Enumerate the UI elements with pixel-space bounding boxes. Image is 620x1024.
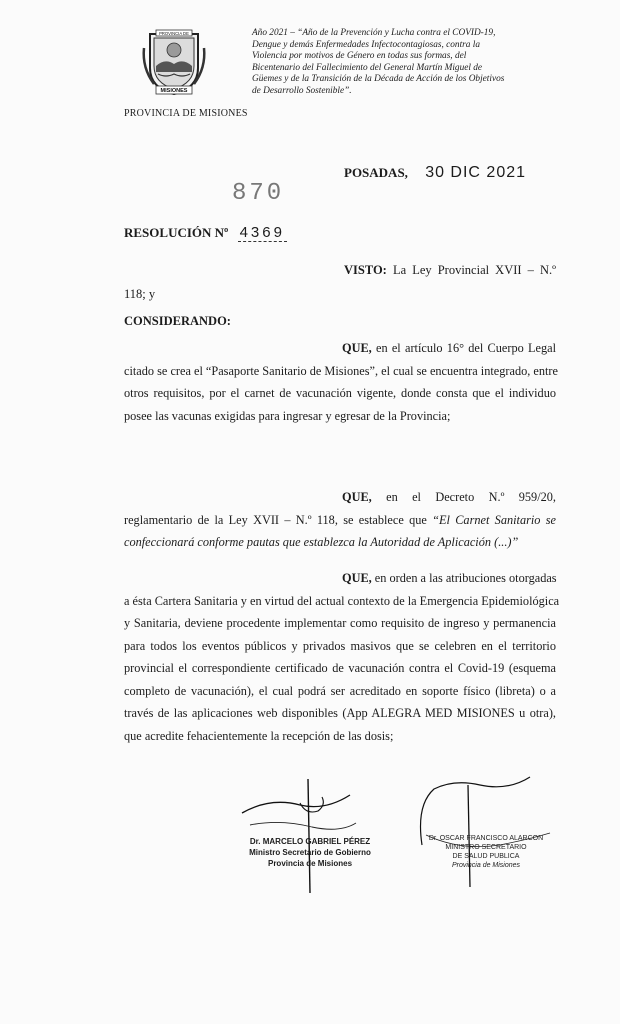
motto-line: de Desarrollo Sostenible”. bbox=[252, 85, 352, 96]
signer-role: MINISTRO SECRETARIO bbox=[445, 844, 527, 851]
date-place: POSADAS, bbox=[344, 165, 408, 180]
year-motto bbox=[252, 28, 552, 97]
paragraph-quote: “El Carnet Sanitario se bbox=[432, 512, 556, 527]
signer-name: Dr. OSCAR FRANCISCO ALARCON bbox=[428, 835, 544, 842]
motto-line: Güemes y de la Transición de la Década de Acción de los Objetivos bbox=[252, 74, 505, 84]
signer-org: Provincia de Misiones bbox=[451, 862, 521, 869]
considerando-paragraph bbox=[124, 567, 560, 747]
province-label: PROVINCIA DE MISIONES bbox=[124, 108, 248, 119]
visto-label: VISTO: bbox=[344, 263, 387, 277]
motto-line: Dengue y demás Enfermedades Infectocontagiosas, contra la bbox=[252, 39, 480, 50]
signature-block-alarcon bbox=[416, 834, 556, 870]
paragraph-line: posee las vacunas exigidas para ingresar y egresar de la Provincia; bbox=[124, 408, 451, 423]
paragraph-text: en el artículo 16° del Cuerpo Legal bbox=[371, 341, 556, 355]
motto-line: Bicentenario del Fallecimiento del General Martín Miguel de bbox=[252, 62, 483, 73]
considerando-paragraph bbox=[124, 337, 556, 427]
visto-continuation: 118; y bbox=[124, 287, 156, 301]
paragraph-line: para todos los eventos públicos y privados masivos que se celebren en el territorio bbox=[124, 638, 556, 653]
paragraph-line: completo de vacunación), el cual podrá ser acreditado en soporte físico (libreta) o a bbox=[124, 683, 556, 698]
paragraph-line bbox=[124, 567, 556, 590]
signature-block-perez bbox=[244, 836, 376, 869]
paragraph-text: en el Decreto N.º 959/20, bbox=[371, 490, 556, 504]
paragraph-line: que acredite fehacientemente la recepción de las dosis; bbox=[124, 728, 394, 743]
visto-line bbox=[344, 263, 556, 278]
resolution-line bbox=[124, 224, 287, 242]
paragraph-line: otros requisitos, por el carnet de vacunación vigente, donde consta que el individuo bbox=[124, 386, 556, 400]
signer-role: DE SALUD PUBLICA bbox=[452, 853, 520, 860]
paragraph-line bbox=[124, 337, 556, 360]
paragraph-text: en orden a las atribuciones otorgadas bbox=[371, 571, 557, 585]
province-seal-icon bbox=[140, 28, 208, 96]
visto-text: La Ley Provincial XVII – N.º bbox=[392, 263, 557, 277]
paragraph-line: citado se crea el “Pasaporte Sanitario de Misiones”, el cual se encuentra integrado, entre bbox=[124, 363, 558, 378]
signer-org: Provincia de Misiones bbox=[267, 859, 353, 868]
paragraph-lead: QUE, bbox=[342, 571, 372, 585]
paragraph-lead: QUE, bbox=[342, 490, 372, 504]
paragraph-line bbox=[124, 486, 556, 509]
handwritten-number: 870 bbox=[232, 180, 285, 207]
resolution-label: RESOLUCIÓN Nº bbox=[124, 225, 229, 240]
paragraph-line bbox=[124, 531, 556, 554]
seal-text-bottom: MISIONES bbox=[160, 88, 188, 94]
paragraph-line: través de las aplicaciones web disponibles (App ALEGRA MED MISIONES u otra), bbox=[124, 706, 556, 720]
signer-name: Dr. MARCELO GABRIEL PÉREZ bbox=[249, 837, 371, 846]
considerando-heading: CONSIDERANDO: bbox=[124, 314, 231, 328]
paragraph-text: reglamentario de la Ley XVII – N.º 118, se establece que bbox=[124, 512, 433, 527]
paragraph-lead: QUE, bbox=[342, 341, 372, 355]
motto-line: Violencia por motivos de Género en todas sus formas, del bbox=[252, 51, 467, 61]
paragraph-quote: confeccionará conforme pautas que establezca la Autoridad de Aplicación (...)” bbox=[124, 535, 519, 549]
signer-role: Ministro Secretario de Gobierno bbox=[249, 848, 371, 857]
resolution-number: 4369 bbox=[239, 224, 285, 241]
paragraph-line: y Sanitaria, deviene procedente implementar como requisito de ingreso y permanencia bbox=[124, 616, 556, 630]
paragraph-line: a ésta Cartera Sanitaria y en virtud del actual contexto de la Emergencia Epidemiológica bbox=[124, 593, 560, 608]
considerando-paragraph bbox=[124, 486, 556, 554]
dateline bbox=[344, 164, 526, 182]
paragraph-line: provincial el correspondiente certificado de vacunación contra el Covid-19 (esquema bbox=[124, 661, 556, 675]
motto-line: Año 2021 – “Año de la Prevención y Lucha contra el COVID-19, bbox=[252, 28, 496, 38]
paragraph-line bbox=[124, 509, 556, 532]
seal-text-top: PROVINCIA DE bbox=[159, 30, 189, 36]
date-stamp: 30 DIC 2021 bbox=[425, 164, 527, 181]
